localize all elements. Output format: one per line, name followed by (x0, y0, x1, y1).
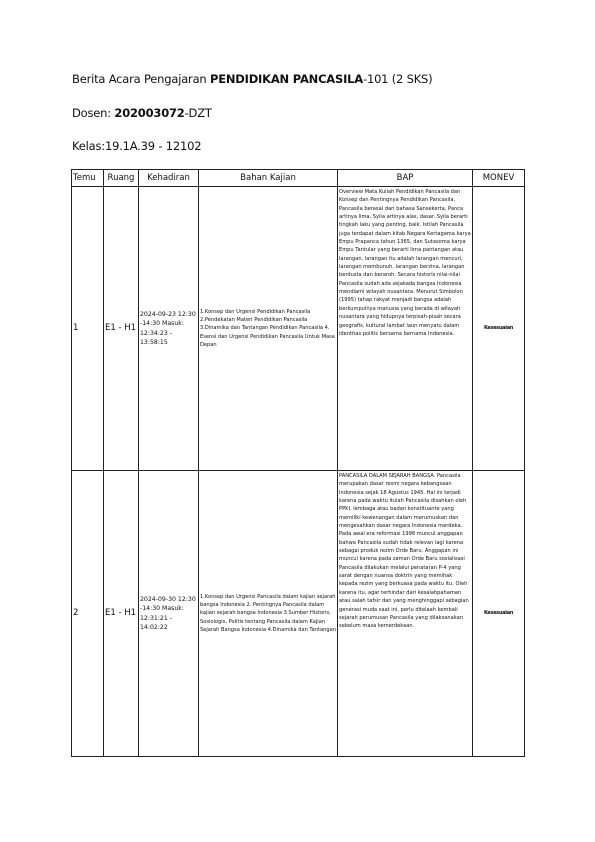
course-name: PENDIDIKAN PANCASILA (209, 72, 363, 86)
col-header-bahan-kajian: Bahan Kajian (199, 170, 338, 187)
col-header-ruang: Ruang (104, 170, 139, 187)
kehadiran-cell: 2024-09-30 12:30 -14:30 Masuk: 12:31:21 - 14:02:22 (139, 471, 199, 757)
lecturer-line: Dosen: 202003072-DZT (72, 106, 212, 120)
kehadiran-cell: 2024-09-23 12:30 -14:30 Masuk: 12:34:23 - 13:58:15 (139, 187, 199, 471)
ruang-cell: E1 - H1 (104, 187, 139, 471)
bahan-kajian-cell: 1.Konsep dan Urgensi Pancasila dalam kajian sejarah bangsa Indonesia 2. Pentingnya Pancasila dalam kajian sejarah bangsa Indonesia 3.Sumber Historis, Sosiologis, Politis tentang Pancasila dalam Kajian Sejarah Bangsa Indonesia 4.Dinamika dan Tantangan (199, 471, 338, 757)
bap-cell: Overview Mata Kuliah Pendidikan Pancasila dan Konsep dan Pentingnya Pendidikan Pancasila. Pancasila berasal dari bahasa Sansekerta, Panca artinya lima, Syila artinya alas, dasar. Syila berarti tingkah laku yang penting, baik. Istilah Pancasila juga terdapat dalam kitab Negara Kertagama karya Empu Prapanca tahun 1365, dan Sutasoma karya Empu Tantular yang berarti lima pantangan atau larangan, larangan itu adalah larangan mencuri, larangan membunuh, larangan berzina, larangan berdusta dan beraroh. Secara historis nilai-nilai Pancasila sudah ada sejakada bangsa Indonesia mendiami wilayah nusantara. Menurut Simbolon (1995) tahap rakyat menjadi bangsa adalah berkumpulnya manusia yang berada di wilayah nusantara yang hidupnya terpisah-pisah secara geografis, kultural lambat laun menyatu dalam identitas politis bersama bernama Indonesia. (338, 187, 473, 471)
col-header-bap: BAP (338, 170, 473, 187)
temu-cell: 2 (72, 471, 104, 757)
col-header-kehadiran: Kehadiran (139, 170, 199, 187)
table-row (72, 187, 525, 471)
monev-cell: Kesesuaian (473, 187, 525, 471)
ruang-cell: E1 - H1 (104, 471, 139, 757)
title-line: Berita Acara Pengajaran PENDIDIKAN PANCASILA-101 (2 SKS) (72, 72, 433, 86)
col-header-temu: Temu (72, 170, 104, 187)
table-row (72, 471, 525, 757)
table-header-row (72, 170, 525, 187)
lecturer-id: 202003072 (114, 106, 185, 120)
temu-cell: 1 (72, 187, 104, 471)
monev-cell: Kesesuaian (473, 471, 525, 757)
teaching-record-table (71, 169, 525, 757)
col-header-monev: MONEV (473, 170, 525, 187)
bap-cell: PANCASILA DALAM SEJARAH BANGSA. Pancasila merupakan dasar resmi negara kebangsaan Indonesia sejak 18 Agustus 1945. Hal ini terjadi karena pada waktu itulah Pancasila disahkan oleh PPKI, lembaga atau badan konstituante yang memiliki kewenangan dalam merumuskan dan mengesahkan dasar negara Indonesia merdeka. Pada awal era reformasi 1998 muncul anggapan bahwa Pancasila sudah tidak relevan lagi karena sebagai produk rezim Orde Baru. Anggapan ini muncul karena pada zaman Orde Baru sosialisasi Pancasila dilakukan melalui penataran P-4 yang sarat dengan nuansa doktrin yang memihak kepada rezim yang berkuasa pada waktu itu. Oleh karena itu, agar terhindar dari kesalahpahaman atau salah tafsir dan yang menghinggapi sebagian generasi muda saat ini, perlu ditelaah kembali sejarah perumusan Pancasila yang dilaksanakan sebelum masa kemerdekaan. (338, 471, 473, 757)
class-line: Kelas:19.1A.39 - 12102 (72, 139, 202, 153)
bahan-kajian-cell: 1.Konsep dan Urgensi Pendidikan Pancasila 2.Pendekatan Materi Pendidikan Pancasila 3.Dinamika dan Tantangan Pendidikan Pancasila 4. Esensi dan Urgensi Pendidikan Pancasila Untuk Masa Depan (199, 187, 338, 471)
